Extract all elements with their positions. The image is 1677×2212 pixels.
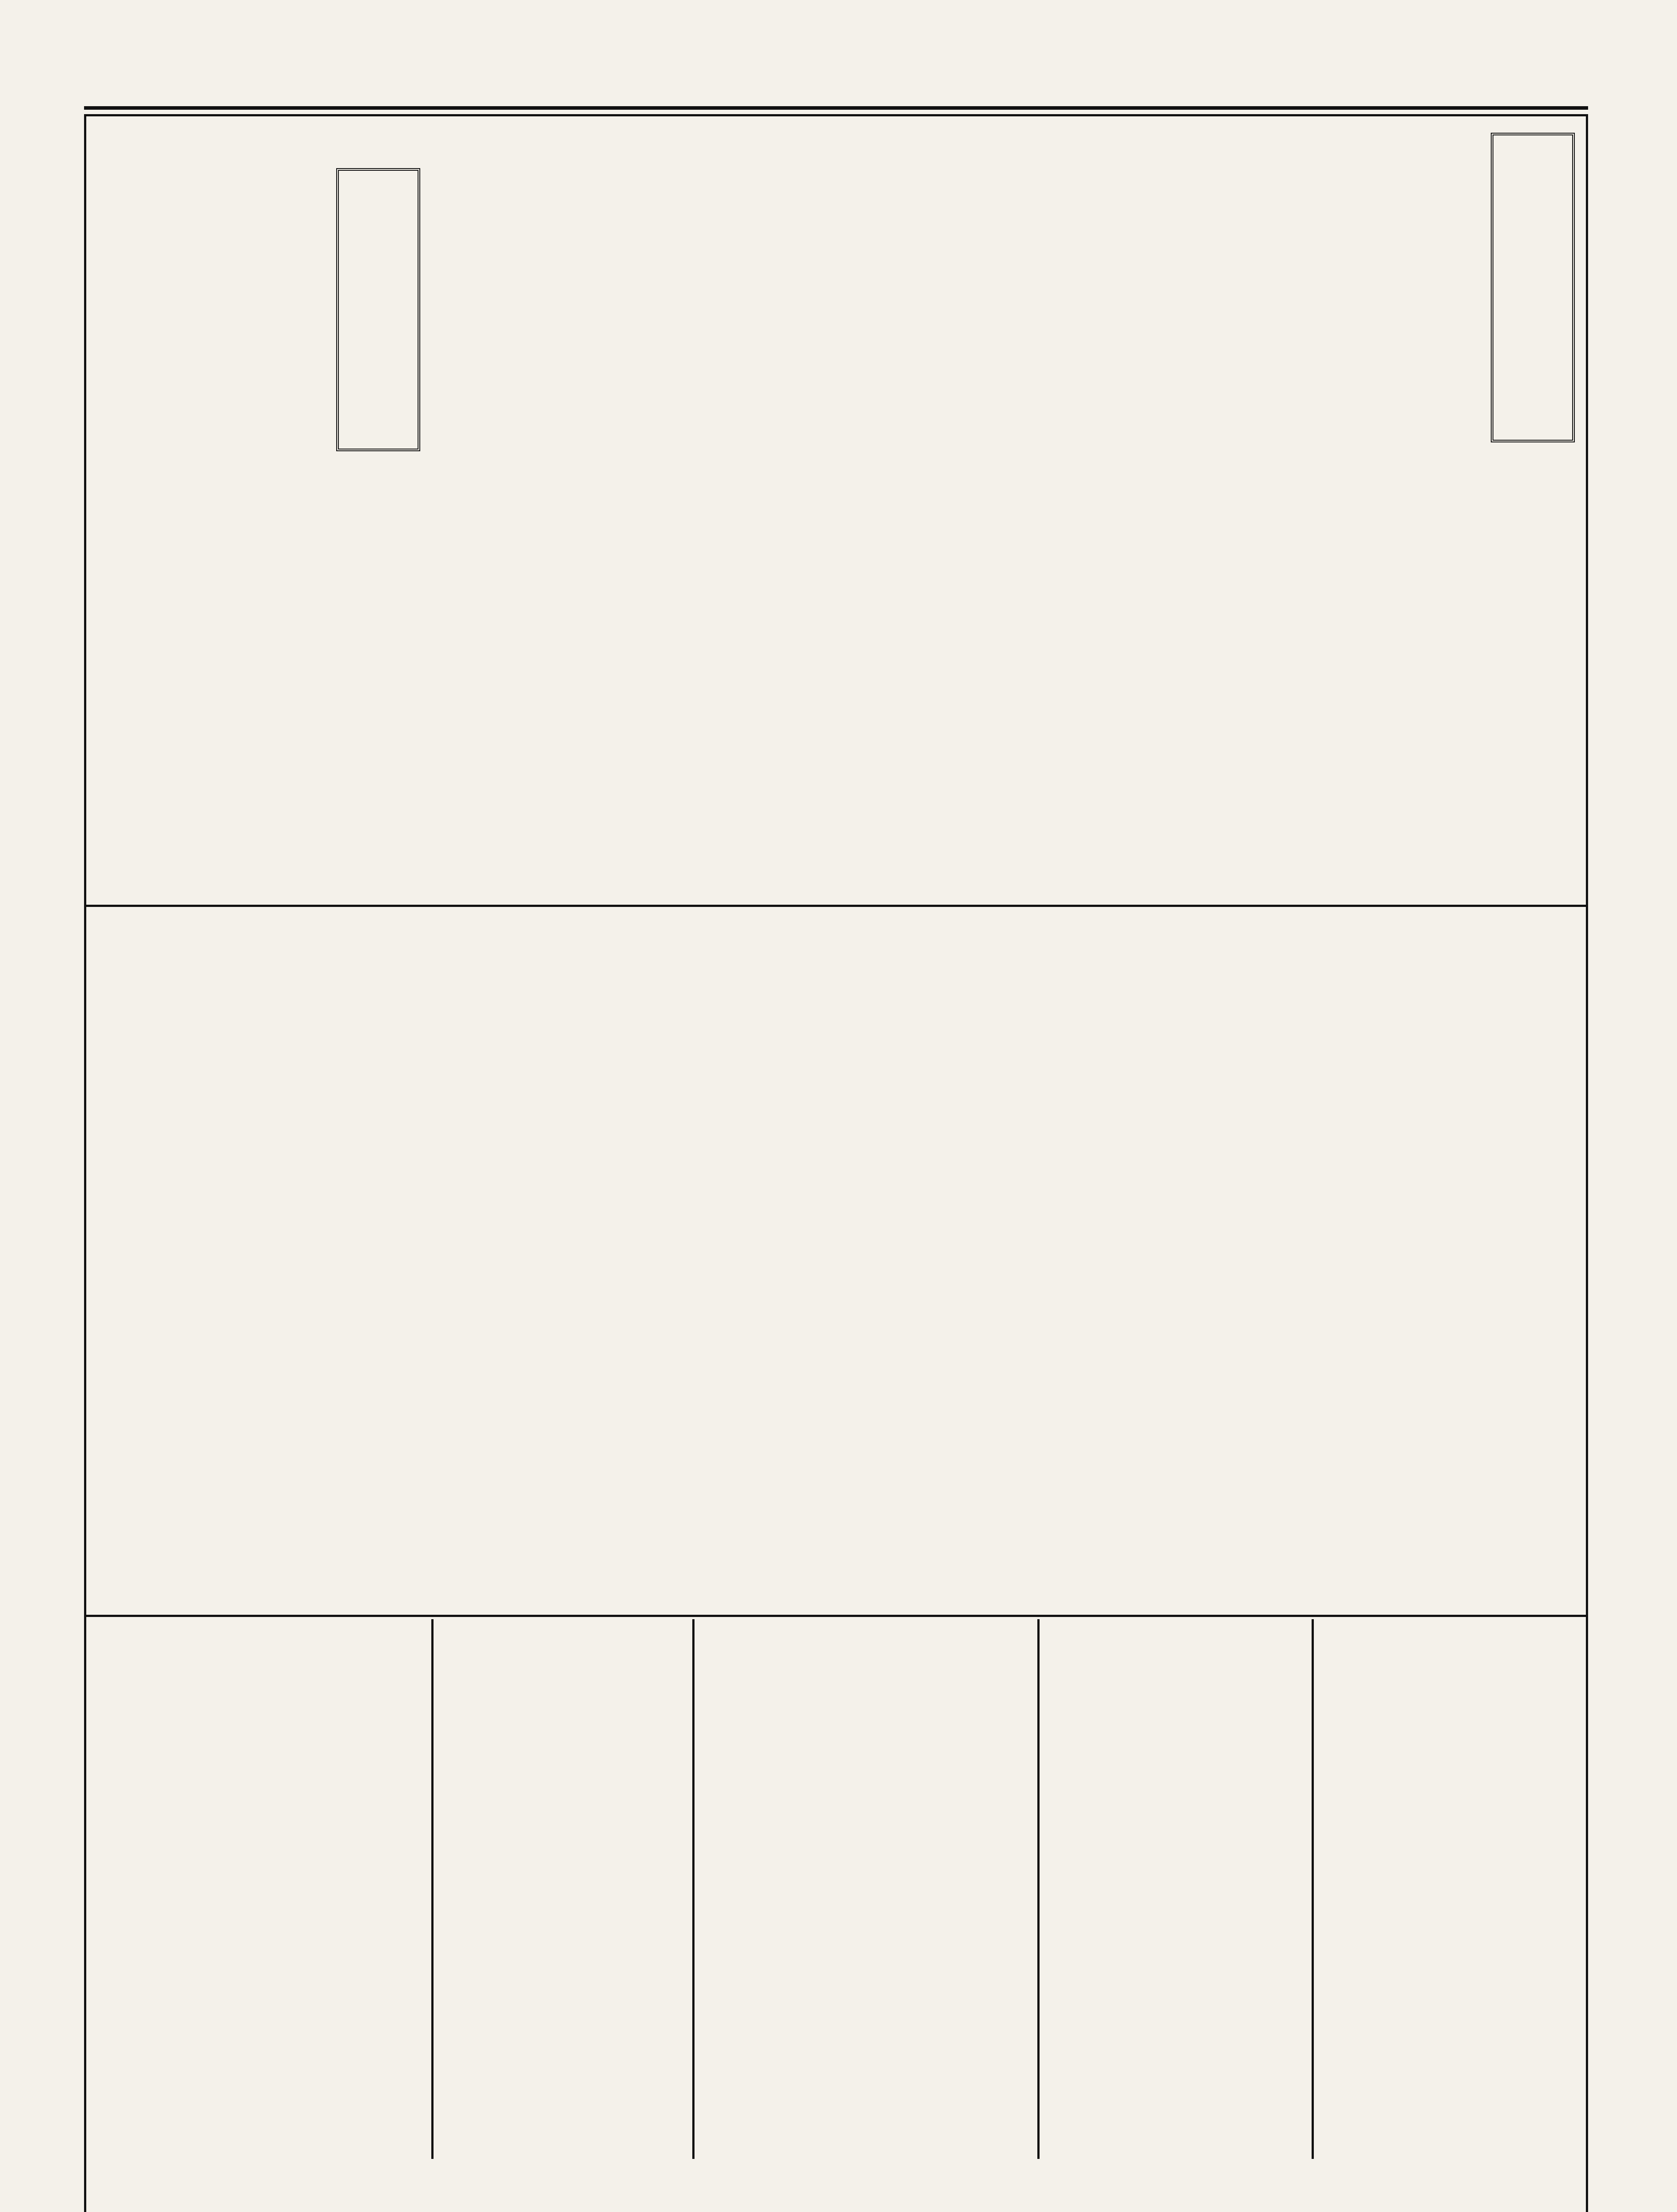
- divider: [431, 1619, 434, 2159]
- local-news-column: [655, 128, 1486, 902]
- hap-yick-ad: [1044, 1624, 1309, 2159]
- divider: [692, 1619, 695, 2159]
- divider: [1312, 1619, 1314, 2159]
- world-news-title: [336, 168, 420, 451]
- header-rule: [84, 106, 1588, 110]
- world-news-column: [88, 128, 332, 902]
- election-list: [88, 911, 513, 1610]
- middle-divider: [86, 1615, 1586, 1617]
- top-divider: [86, 905, 1586, 907]
- divider: [1037, 1619, 1040, 2159]
- fresh-fish-ad: [88, 1624, 427, 2159]
- bank-agency-ad: [699, 1624, 1035, 2159]
- international-news-column: [518, 911, 1584, 1610]
- tailor-ad: [1318, 1624, 1584, 2159]
- bank-ad: [438, 1624, 690, 2159]
- local-news-title: [1491, 133, 1575, 442]
